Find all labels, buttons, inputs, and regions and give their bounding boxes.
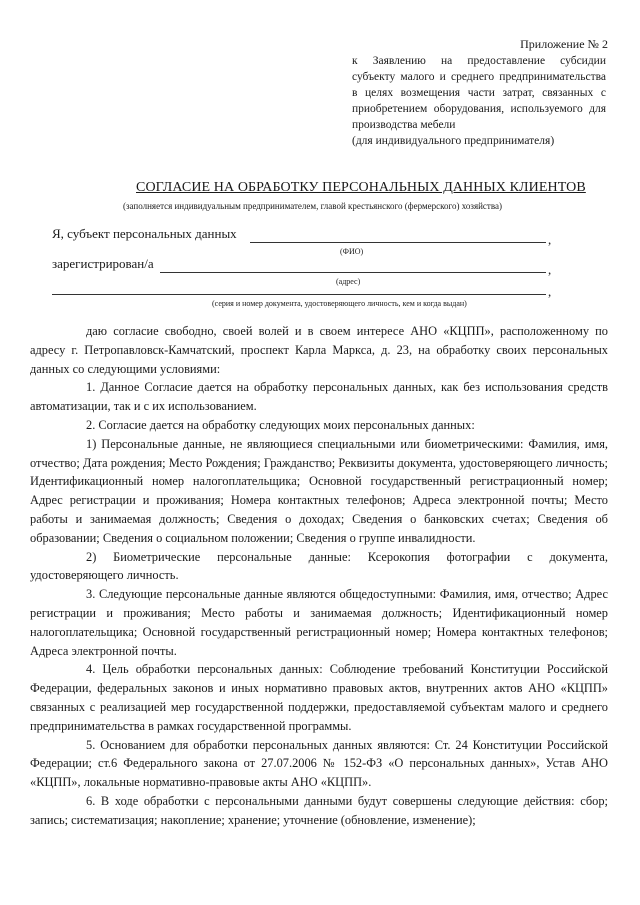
appendix-line: субъекту малого и среднего предпринимательства	[352, 71, 606, 83]
subject-label: Я, субъект персональных данных	[52, 226, 237, 241]
consent-paragraph: 1. Данное Согласие дается на обработку персональных данных, как без использования средств автоматизации, так и с их использованием.	[30, 380, 608, 414]
registered-label: зарегистрирован/а	[52, 256, 154, 271]
consent-paragraph: 2. Согласие дается на обработку следующих моих персональных данных:	[86, 417, 475, 432]
document-title: СОГЛАСИЕ НА ОБРАБОТКУ ПЕРСОНАЛЬНЫХ ДАННЫХ КЛИЕНТОВ	[136, 180, 586, 195]
address-caption: (адрес)	[336, 277, 361, 286]
consent-body	[30, 322, 608, 830]
consent-paragraph: даю согласие свободно, своей волей и в своем интересе АНО «КЦПП», расположенному по адресу г. Петропавловск-Камчатский, проспект Карла Маркса, д. 23, на обработку своих персональных данных со следующими условиями:	[30, 324, 608, 376]
document-subtitle: (заполняется индивидуальным предпринимателем, главой крестьянского (фермерского) хозяйства)	[123, 201, 502, 211]
consent-paragraph: 5. Основанием для обработки персональных данных являются: Ст. 24 Конституции Российской Федерации; ст.6 Федерального закона от 27.07.2006 № 152-ФЗ «О персональных данных», Устав АНО «КЦПП», локальные нормативно-правовые акты АНО «КЦПП».	[30, 737, 608, 790]
consent-paragraph: 3. Следующие персональные данные являются общедоступными: Фамилия, имя, отчество; Адрес регистрации и проживания; Место работы и занимаемая должность; Идентификационный номер налогоплательщика; Основной государственный регистрационный номер; Номера контактных телефонов; Адреса электронной почты.	[30, 587, 608, 658]
appendix-line: приобретением оборудования, используемого для	[352, 103, 606, 115]
consent-paragraph: 1) Персональные данные, не являющиеся специальными или биометрическими: Фамилия, имя, отчество; Дата рождения; Место Рождения; Гражданство; Реквизиты документа, удостоверяющего личность; Идентификационный номер налогоплательщика; Основной государственный регистрационный номер; Адрес регистрации и проживания; Номера контактных телефонов; Адреса электронной почты; Место работы и занимаемая должность; Сведения о доходах; Сведения о банковских счетах; Сведения об образовании; Сведения о социальном положении; Сведения о группе инвалидности.	[30, 436, 608, 545]
line-end-comma: ,	[548, 284, 552, 299]
consent-paragraph: 2) Биометрические персональные данные: Ксерокопия фотографии с документа, удостоверяющего личность.	[30, 549, 608, 583]
appendix-title: Приложение № 2	[520, 37, 608, 51]
fio-input-line[interactable]	[250, 242, 546, 243]
fio-caption: (ФИО)	[340, 247, 364, 256]
address-input-line[interactable]	[160, 272, 546, 273]
line-end-comma: ,	[548, 232, 552, 247]
appendix-description	[352, 53, 606, 149]
consent-paragraph: 4. Цель обработки персональных данных: Соблюдение требований Конституции Российской Федерации, федеральных законов и иных нормативно правовых актов, внутренних актов АНО «КЦПП» связанных с реализацией мер государственной поддержки, предоставляемой субъектам малого и среднего предпринимательства в рамках государственной программы.	[30, 662, 608, 733]
document-input-line[interactable]	[52, 294, 546, 295]
appendix-line: (для индивидуального предпринимателя)	[352, 135, 555, 147]
document-caption: (серия и номер документа, удостоверяющего личность, кем и когда выдан)	[212, 299, 467, 308]
appendix-line: производства мебели	[352, 119, 456, 131]
appendix-line: в целях возмещения части затрат, связанных с	[352, 87, 606, 99]
appendix-line: к Заявлению на предоставление субсидии	[352, 55, 606, 67]
line-end-comma: ,	[548, 262, 552, 277]
consent-paragraph: 6. В ходе обработки с персональными данными будут совершены следующие действия: сбор; запись; систематизация; накопление; хранение; уточнение (обновление, изменение);	[30, 793, 608, 827]
